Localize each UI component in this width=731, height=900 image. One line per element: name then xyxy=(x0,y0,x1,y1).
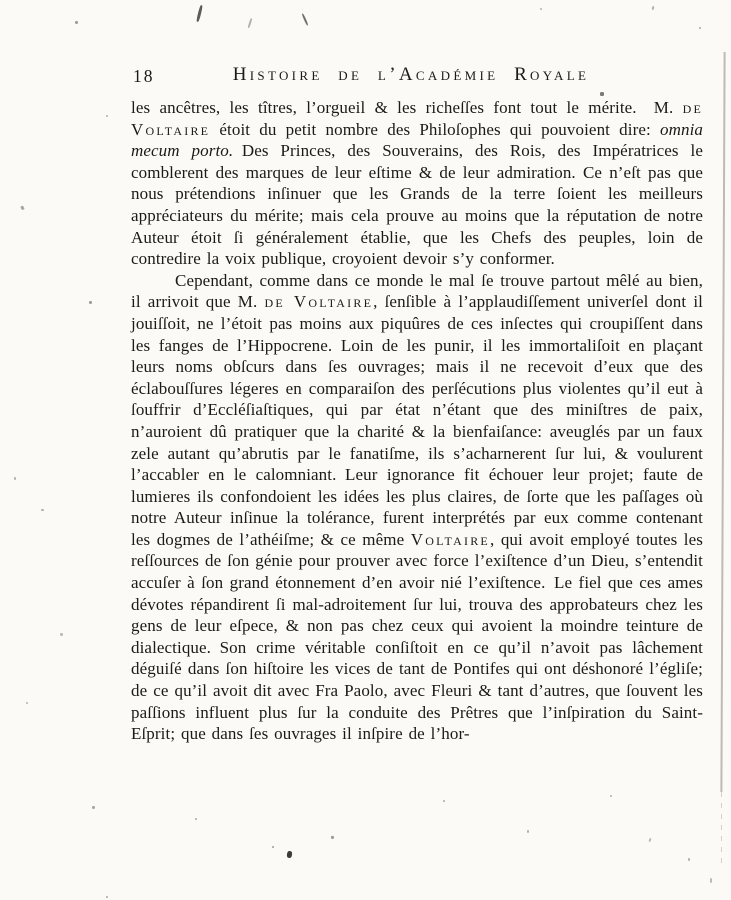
page-body xyxy=(131,97,703,745)
ink-speck xyxy=(610,795,612,797)
ink-speck xyxy=(688,858,690,861)
text-segment: les ancêtres, les tîtres, l’orgueil & les richeſſes font tout le mérite. M. xyxy=(131,98,683,117)
ink-speck xyxy=(106,115,108,117)
ink-speck xyxy=(540,8,542,10)
ink-speck xyxy=(106,896,108,898)
ink-speck xyxy=(710,878,712,883)
ink-speck xyxy=(699,27,701,29)
ink-speck xyxy=(652,6,655,10)
text-segment: , ſenſible à l’applaudiſſement univerſel dont il jouiſſoit, ne l’étoit pas moins aux piquûres de ces inſectes qui croupiſſent dans les fanges de l’Hippocrene. Loin de les punir, il les immortaliſoit en plaçant leurs noms obſcurs dans ſes ouvrages; mais il ne recevoit d’eux que des éclabouſſures légeres en comparaiſon des perſécutions plus violentes qu’il eut à ſouffrir d’Eccléſiaſtiques, qui par état n’étant que des miniſtres de paix, n’auroient dû pratiquer que la charité & la bienfaiſance: aveuglés par un faux zele autant qu’abrutis par le fanatiſme, ils s’acharnerent ſur lui, & voulurent l’accabler en le calomniant. Leur ignorance fit échouer leur projet; faute de lumieres ils confondoient les idées les plus claires, de ſorte que les paſſages où notre Auteur inſinue la tolérance, furent interprétés par eux comme contenant les dogmes de l’athéiſme; & ce même xyxy=(131,292,703,549)
ink-speck xyxy=(196,5,203,22)
ink-speck xyxy=(41,509,44,511)
text-segment: Des Princes, des Souverains, des Rois, des Impératrices le comblerent des marques de leur eſtime & de leur admiration. Ce n’eſt pas que nous prétendions inſinuer que les Grands de la terre ſoient les meilleurs appréciateurs du mérite; mais cela prouve au moins que la réputation de notre Auteur étoit ſi généralement établie, que les Chefs des peuples, loin de contredire la voix publique, croyoient devoir s’y conformer. xyxy=(131,141,703,269)
page-edge-line-faded xyxy=(721,792,722,868)
ink-speck xyxy=(527,830,529,833)
ink-speck xyxy=(287,851,293,859)
ink-speck xyxy=(331,836,334,840)
paragraph xyxy=(131,270,703,745)
ink-speck xyxy=(195,818,197,820)
ink-speck xyxy=(75,21,78,24)
text-segment: Cependant, comme dans ce monde le mal ſe trouve partout mêlé au bien, il arrivoit que M. xyxy=(131,270,703,312)
ink-speck xyxy=(60,633,63,636)
running-header-title: Histoire de l’Académie Royale xyxy=(232,64,590,85)
ink-speck xyxy=(26,702,28,704)
ink-speck xyxy=(600,92,604,96)
ink-speck xyxy=(301,13,308,26)
ink-speck xyxy=(20,206,24,211)
ink-speck xyxy=(272,846,274,848)
text-segment: Voltaire xyxy=(410,529,490,549)
page-edge-line xyxy=(720,52,725,792)
ink-speck xyxy=(92,806,95,809)
text-segment: étoit du petit nombre des Philoſophes qui pouvoient dire: xyxy=(210,119,660,139)
ink-speck xyxy=(14,477,16,480)
page-header xyxy=(131,64,703,90)
page-number: 18 xyxy=(133,66,155,86)
ink-speck xyxy=(247,18,252,28)
ink-speck xyxy=(89,301,92,304)
text-segment: omnia mecum porto. xyxy=(131,119,703,161)
page-content xyxy=(131,64,703,745)
text-segment: de Voltaire xyxy=(131,98,703,139)
ink-speck xyxy=(443,800,445,802)
text-segment: de Voltaire xyxy=(264,292,374,312)
ink-speck xyxy=(649,838,652,842)
text-segment: , qui avoit employé toutes les reſſources de ſon génie pour prouver avec force l’exiſtence d’un Dieu, s’entendit accuſer à ſon grand étonnement d’en avoir nié l’exiſtence. Le fiel que ces ames dévotes répandirent ſi mal-adroitement ſur lui, trouva des approbateurs chez les gens de leur eſpece, & non pas chez ceux qui avoient la moindre teinture de dialectique. Son crime véritable conſiſtoit en ce qu’il n’avoit pas lâchement déguiſé dans ſon hiſtoire les vices de tant de Pontifes qui ont déshonoré l’égliſe; de ce qu’il avoit dit avec Fra Paolo, avec Fleuri & tant d’autres, que ſouvent les paſſions influent plus ſur la conduite des Prêtres que l’inſpiration du Saint-Eſprit; que dans ſes ouvrages il inſpire de l’hor- xyxy=(131,529,703,744)
paragraph xyxy=(131,97,703,270)
